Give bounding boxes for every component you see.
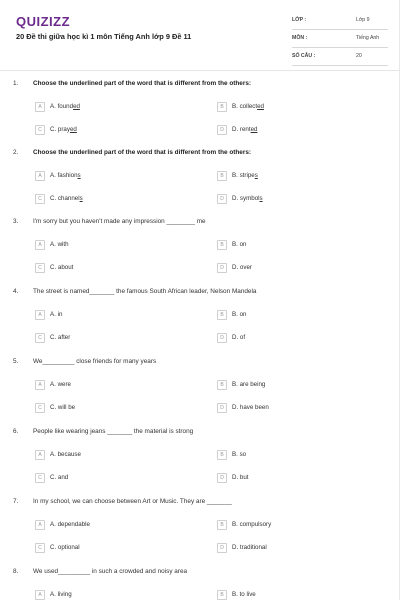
question-3 bbox=[0, 218, 400, 288]
option-text: A. with bbox=[50, 241, 69, 248]
option-letter-box[interactable]: D bbox=[217, 125, 227, 135]
option-text: A. living bbox=[50, 591, 72, 598]
option-text: D. of bbox=[232, 334, 246, 341]
question-2 bbox=[0, 149, 400, 219]
question-text: Choose the underlined part of the word that is different from the others: bbox=[33, 80, 251, 87]
option-letter-box[interactable]: C bbox=[35, 263, 45, 273]
question-number: 1. bbox=[13, 80, 19, 87]
option-letter-box[interactable]: A bbox=[35, 380, 45, 390]
question-text: People like wearing jeans _______ the material is strong bbox=[33, 428, 194, 435]
meta-count-row bbox=[292, 48, 388, 66]
option-letter-box[interactable]: C bbox=[35, 125, 45, 135]
option-letter-box[interactable]: B bbox=[217, 590, 227, 600]
option-text: C. after bbox=[50, 334, 71, 341]
meta-value: 20 bbox=[356, 53, 362, 59]
option-text: D. but bbox=[232, 474, 249, 481]
question-text: Choose the underlined part of the word that is different from the others: bbox=[33, 149, 251, 156]
option-letter-box[interactable]: B bbox=[217, 240, 227, 250]
option-letter-box[interactable]: C bbox=[35, 403, 45, 413]
option-text: C. about bbox=[50, 264, 74, 271]
question-number: 7. bbox=[13, 498, 19, 505]
question-1 bbox=[0, 80, 400, 150]
option-letter-box[interactable]: C bbox=[35, 473, 45, 483]
option-letter-box[interactable]: B bbox=[217, 171, 227, 181]
underlined-part: ed bbox=[69, 126, 77, 133]
option-text: B. on bbox=[232, 311, 247, 318]
option-text: B. stripes bbox=[232, 172, 258, 179]
underlined-part: s bbox=[77, 172, 81, 179]
option-letter-box[interactable]: D bbox=[217, 194, 227, 204]
option-letter-box[interactable]: B bbox=[217, 380, 227, 390]
question-text: In my school, we can choose between Art or Music. They are _______ bbox=[33, 498, 232, 505]
option-text: C. will be bbox=[50, 404, 76, 411]
quizizz-logo: QUIZIZZ bbox=[16, 14, 71, 29]
option-letter-box[interactable]: A bbox=[35, 590, 45, 600]
question-4 bbox=[0, 288, 400, 358]
option-text: B. so bbox=[232, 451, 247, 458]
option-letter-box[interactable]: B bbox=[217, 102, 227, 112]
meta-label: MÔN : bbox=[292, 35, 308, 41]
meta-label: SỐ CÂU : bbox=[292, 53, 316, 59]
underlined-part: s bbox=[259, 195, 263, 202]
option-text: D. symbols bbox=[232, 195, 263, 202]
option-text: A. fashions bbox=[50, 172, 81, 179]
option-text: D. rented bbox=[232, 126, 258, 133]
option-letter-box[interactable]: B bbox=[217, 450, 227, 460]
option-letter-box[interactable]: B bbox=[217, 520, 227, 530]
page-title: 20 Đề thi giữa học kì 1 môn Tiếng Anh lớp 9 Đề 11 bbox=[16, 32, 192, 41]
question-text: I'm sorry but you haven't made any impression ________ me bbox=[33, 218, 206, 225]
option-text: D. over bbox=[232, 264, 252, 271]
option-text: B. collected bbox=[232, 103, 264, 110]
underlined-part: ed bbox=[250, 126, 258, 133]
option-text: A. dependable bbox=[50, 521, 90, 528]
option-letter-box[interactable]: A bbox=[35, 240, 45, 250]
worksheet-header bbox=[0, 0, 400, 70]
underlined-part: ed bbox=[73, 103, 80, 110]
meta-class-row bbox=[292, 12, 388, 30]
question-6 bbox=[0, 428, 400, 498]
underlined-part: s bbox=[79, 195, 83, 202]
meta-value: Tiếng Anh bbox=[356, 35, 380, 41]
option-text: D. traditional bbox=[232, 544, 267, 551]
option-letter-box[interactable]: D bbox=[217, 473, 227, 483]
option-text: A. were bbox=[50, 381, 71, 388]
question-number: 4. bbox=[13, 288, 19, 295]
option-letter-box[interactable]: D bbox=[217, 263, 227, 273]
meta-value: Lớp 9 bbox=[356, 17, 370, 23]
question-text: We used_________ in such a crowded and noisy area bbox=[33, 568, 188, 575]
option-text: A. in bbox=[50, 311, 63, 318]
meta-subject-row bbox=[292, 30, 388, 48]
question-number: 5. bbox=[13, 358, 19, 365]
option-text: C. and bbox=[50, 474, 69, 481]
question-text: The street is named_______ the famous South African leader, Nelson Mandela bbox=[33, 288, 257, 295]
underlined-part: s bbox=[254, 172, 258, 179]
question-number: 2. bbox=[13, 149, 19, 156]
option-text: D. have been bbox=[232, 404, 269, 411]
option-text: A. because bbox=[50, 451, 81, 458]
header-divider bbox=[0, 70, 400, 71]
option-letter-box[interactable]: D bbox=[217, 333, 227, 343]
question-number: 6. bbox=[13, 428, 19, 435]
question-5 bbox=[0, 358, 400, 428]
option-text: A. founded bbox=[50, 103, 80, 110]
question-number: 3. bbox=[13, 218, 19, 225]
meta-label: LỚP : bbox=[292, 17, 307, 23]
option-letter-box[interactable]: C bbox=[35, 543, 45, 553]
option-letter-box[interactable]: D bbox=[217, 543, 227, 553]
option-letter-box[interactable]: A bbox=[35, 520, 45, 530]
option-letter-box[interactable]: A bbox=[35, 102, 45, 112]
option-text: B. on bbox=[232, 241, 247, 248]
option-text: B. compulsory bbox=[232, 521, 272, 528]
question-7 bbox=[0, 498, 400, 568]
option-text: B. are being bbox=[232, 381, 266, 388]
option-letter-box[interactable]: D bbox=[217, 403, 227, 413]
option-letter-box[interactable]: A bbox=[35, 171, 45, 181]
option-letter-box[interactable]: C bbox=[35, 333, 45, 343]
question-number: 8. bbox=[13, 568, 19, 575]
option-text: C. optional bbox=[50, 544, 80, 551]
option-letter-box[interactable]: C bbox=[35, 194, 45, 204]
question-text: We_________ close friends for many years bbox=[33, 358, 157, 365]
worksheet-meta bbox=[292, 12, 388, 66]
question-8 bbox=[0, 568, 400, 600]
underlined-part: ed bbox=[257, 103, 264, 110]
option-text: C. channels bbox=[50, 195, 83, 202]
option-letter-box[interactable]: B bbox=[217, 310, 227, 320]
option-letter-box[interactable]: A bbox=[35, 310, 45, 320]
option-text: B. to live bbox=[232, 591, 256, 598]
option-text: C. prayed bbox=[50, 126, 77, 133]
option-letter-box[interactable]: A bbox=[35, 450, 45, 460]
